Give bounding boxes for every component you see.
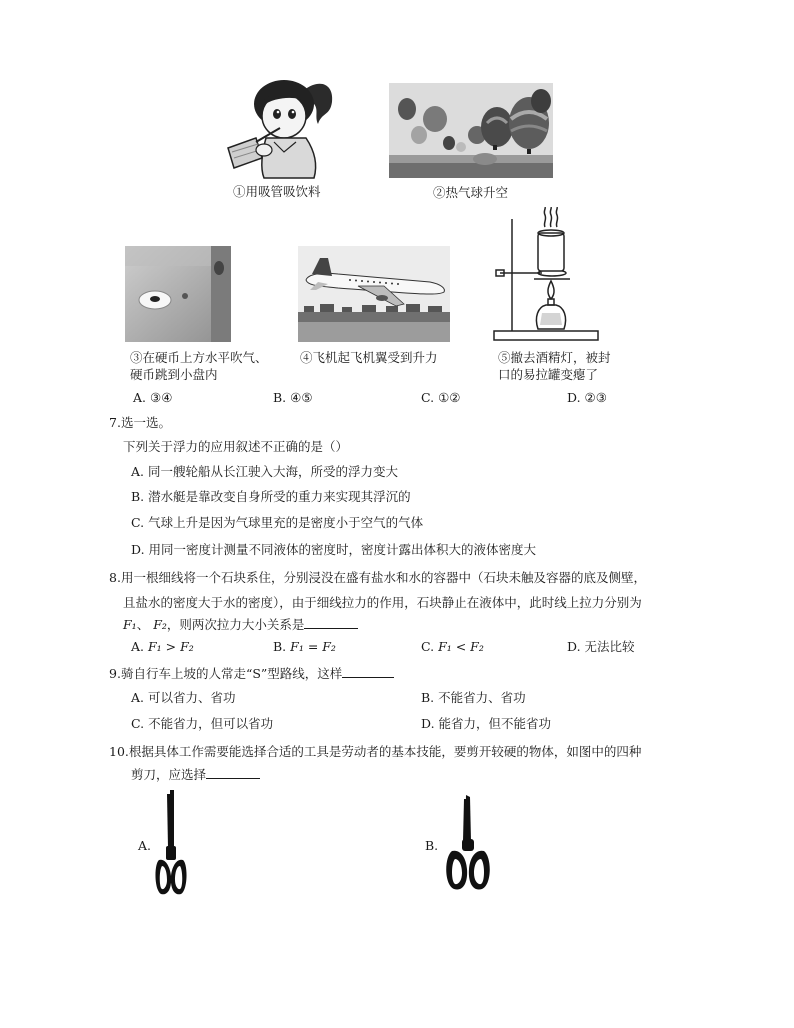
option-label: C. bbox=[421, 390, 435, 405]
answer-blank[interactable] bbox=[342, 665, 394, 678]
question-number: 8. bbox=[109, 570, 121, 585]
option-label: D. bbox=[131, 542, 145, 557]
question-number: 7. bbox=[109, 415, 121, 430]
q8-line-2: 且盐水的密度大于水的密度），由于细线拉力的作用，石块静止在液体中，此时线上拉力分别为 bbox=[123, 595, 642, 610]
option-text: 气球上升是因为气球里充的是密度小于空气的气体 bbox=[148, 515, 424, 530]
q10-option-a-label[interactable]: A. bbox=[138, 838, 152, 853]
answer-blank[interactable] bbox=[206, 766, 260, 779]
option-text: 可以省力、省功 bbox=[148, 690, 236, 705]
q6-option-c[interactable] bbox=[421, 389, 461, 407]
option-text: F₁ < F₂ bbox=[438, 639, 484, 654]
q9-option-d[interactable] bbox=[421, 715, 551, 733]
option-text: 能省力，但不能省功 bbox=[438, 716, 552, 731]
q10-line-2 bbox=[131, 766, 260, 784]
figure-coin-blowing bbox=[125, 246, 231, 342]
option-label: B. bbox=[273, 390, 287, 405]
option-text: 用同一密度计测量不同液体的密度时，密度计露出体积大的液体密度大 bbox=[148, 542, 537, 557]
option-text: ①② bbox=[438, 390, 461, 405]
answer-blank[interactable] bbox=[304, 616, 358, 629]
q9-option-b[interactable] bbox=[421, 689, 526, 707]
option-label: C. bbox=[131, 515, 145, 530]
option-text: F₁ > F₂ bbox=[148, 639, 194, 654]
q9-option-c[interactable] bbox=[131, 715, 273, 733]
q9-stem bbox=[109, 665, 394, 683]
q6-option-d[interactable] bbox=[567, 389, 607, 407]
scissors-b-image[interactable] bbox=[444, 795, 492, 893]
option-text: 无法比较 bbox=[584, 639, 635, 654]
option-text: F₁ = F₂ bbox=[290, 639, 336, 654]
q9-option-a[interactable] bbox=[131, 689, 236, 707]
figure-3-caption-line2: 硬币跳到小盘内 bbox=[130, 367, 218, 382]
question-number: 10. bbox=[109, 744, 129, 759]
q7-option-b[interactable] bbox=[131, 488, 411, 506]
question-number: 9. bbox=[109, 666, 121, 681]
figure-can-experiment bbox=[490, 207, 600, 343]
q7-option-d[interactable] bbox=[131, 541, 536, 559]
option-label: B. bbox=[131, 489, 145, 504]
option-text: 不能省力、省功 bbox=[438, 690, 526, 705]
figure-4-caption: ④飞机起飞机翼受到升力 bbox=[300, 350, 438, 365]
figure-airplane-takeoff bbox=[298, 246, 450, 342]
figure-drinking-straw bbox=[222, 72, 342, 180]
q8-option-a[interactable] bbox=[131, 638, 194, 656]
option-label: D. bbox=[567, 639, 581, 654]
q8-line-3 bbox=[123, 616, 358, 634]
q6-option-b[interactable] bbox=[273, 389, 313, 407]
figure-1-caption: ①用吸管吸饮料 bbox=[233, 184, 321, 199]
q8-option-b[interactable] bbox=[273, 638, 336, 656]
q6-option-a[interactable] bbox=[133, 389, 172, 407]
question-title: 选一选。 bbox=[120, 415, 171, 430]
q10-line-1 bbox=[109, 743, 641, 761]
option-label: C. bbox=[421, 639, 435, 654]
q7-option-a[interactable] bbox=[131, 463, 398, 481]
question-text: ，则两次拉力大小关系是 bbox=[166, 617, 305, 632]
question-text: 骑自行车上坡的人常走“S”型路线，这样 bbox=[120, 666, 343, 681]
figure-5-caption-line1: ⑤撤去酒精灯，被封 bbox=[498, 350, 611, 365]
q8-line-1 bbox=[109, 569, 646, 587]
figure-5-caption-line2: 口的易拉罐变瘪了 bbox=[498, 367, 599, 382]
option-text: 潜水艇是靠改变自身所受的重力来实现其浮沉的 bbox=[148, 489, 411, 504]
separator: 、 bbox=[136, 617, 150, 632]
q7-stem: 下列关于浮力的应用叙述不正确的是（） bbox=[123, 439, 349, 454]
question-text: 根据具体工作需要能选择合适的工具是劳动者的基本技能，要剪开较硬的物体，如图中的四种 bbox=[128, 744, 642, 759]
q7-title bbox=[109, 414, 171, 432]
q8-option-c[interactable] bbox=[421, 638, 484, 656]
scissors-a-image[interactable] bbox=[152, 790, 190, 896]
option-label: B. bbox=[421, 690, 435, 705]
option-label: D. bbox=[567, 390, 581, 405]
q7-option-c[interactable] bbox=[131, 514, 423, 532]
figure-2-caption: ②热气球升空 bbox=[433, 185, 509, 200]
figure-3-caption-line1: ③在硬币上方水平吹气、 bbox=[130, 350, 268, 365]
option-label: A. bbox=[131, 464, 145, 479]
option-text: ③④ bbox=[150, 390, 173, 405]
question-text: 用一根细线将一个石块系住，分别浸没在盛有盐水和水的容器中（石块未触及容器的底及侧壁， bbox=[120, 570, 646, 585]
option-text: ④⑤ bbox=[290, 390, 313, 405]
option-label: A. bbox=[131, 690, 145, 705]
option-label: C. bbox=[131, 716, 145, 731]
option-text: 不能省力，但可以省功 bbox=[148, 716, 274, 731]
option-label: A. bbox=[133, 390, 147, 405]
q8-option-d[interactable] bbox=[567, 638, 635, 656]
f1-symbol: F₁ bbox=[123, 617, 137, 632]
figure-hot-air-balloons bbox=[389, 83, 553, 178]
question-text: 剪刀，应选择 bbox=[131, 767, 207, 782]
q10-option-b-label[interactable]: B. bbox=[425, 838, 439, 853]
option-label: D. bbox=[421, 716, 435, 731]
option-label: B. bbox=[273, 639, 287, 654]
f2-symbol: F₂ bbox=[153, 617, 167, 632]
option-label: A. bbox=[131, 639, 145, 654]
option-text: 同一艘轮船从长江驶入大海，所受的浮力变大 bbox=[148, 464, 399, 479]
option-text: ②③ bbox=[584, 390, 607, 405]
